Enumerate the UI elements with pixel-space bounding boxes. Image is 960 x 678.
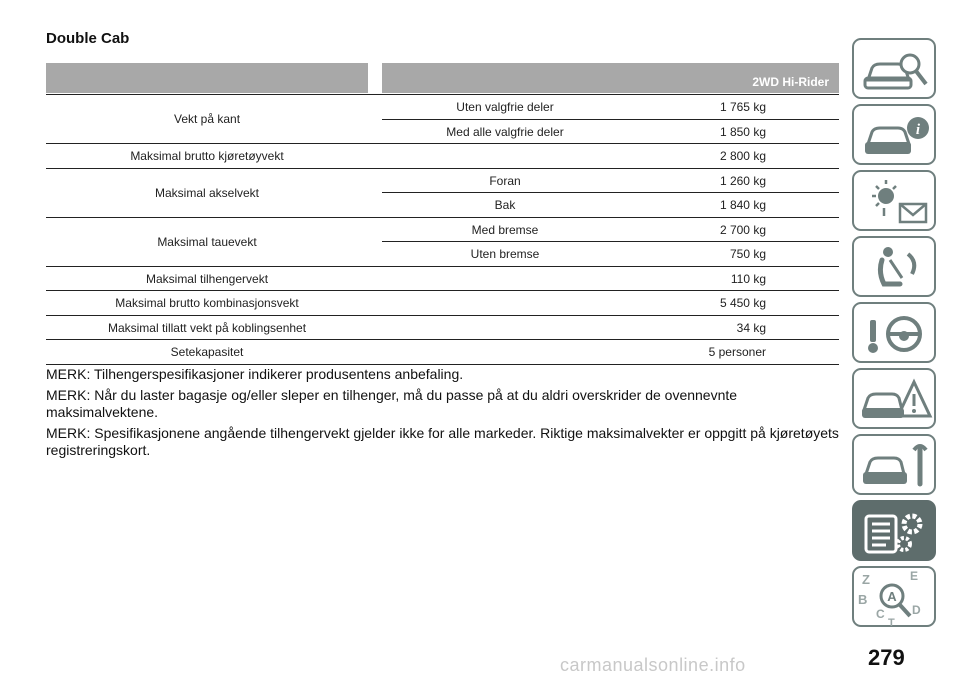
row-label: Maksimal akselvekt — [154, 185, 260, 200]
row-label: Maksimal tilhengervekt — [145, 271, 269, 286]
table-divider — [46, 94, 839, 95]
note: MERK: Når du laster bagasje og/eller sleper en tilhenger, må du passe på at du aldri overskrider de ovennevnte maksimalvektene. — [46, 387, 738, 420]
table-divider — [46, 315, 839, 316]
table-divider — [46, 339, 839, 340]
table-divider — [382, 241, 839, 242]
svg-text:Z: Z — [862, 572, 870, 587]
tab-servicing[interactable] — [852, 434, 936, 495]
tab-index[interactable] — [852, 566, 936, 627]
row-value: 34 kg — [736, 320, 766, 335]
row-label: Maksimal tauevekt — [157, 234, 257, 249]
table-divider — [382, 192, 839, 193]
column-header: 2WD Hi-Rider — [752, 75, 829, 89]
table-divider — [46, 217, 839, 218]
row-value: 1 260 kg — [719, 173, 766, 188]
sub-label: Med alle valgfrie deler — [446, 124, 564, 139]
row-label: Maksimal brutto kjøretøyvekt — [130, 149, 284, 163]
svg-text:B: B — [858, 592, 868, 607]
notes — [46, 366, 846, 463]
svg-text:T: T — [888, 617, 895, 629]
svg-text:D: D — [912, 603, 921, 617]
tab-starting-driving[interactable] — [852, 302, 936, 363]
row-label: Maksimal brutto kombinasjonsvekt — [115, 296, 299, 310]
sub-label: Uten bremse — [470, 247, 540, 261]
svg-text:C: C — [876, 607, 885, 621]
car-info-icon — [854, 106, 938, 167]
row-value: 5 450 kg — [719, 296, 766, 310]
row-value: 2 800 kg — [719, 149, 766, 163]
table-divider — [46, 364, 839, 365]
table-header — [382, 63, 839, 93]
row-value: 1 850 kg — [719, 124, 766, 139]
sub-label: Med bremse — [471, 222, 539, 237]
tab-emergency[interactable] — [852, 368, 936, 429]
row-value: 110 kg — [730, 271, 766, 286]
row-label: Setekapasitet — [170, 345, 244, 359]
row-label: Vekt på kant — [173, 112, 241, 127]
svg-text:E: E — [910, 569, 919, 583]
car-wrench-icon — [854, 436, 938, 497]
svg-text:i: i — [915, 122, 921, 138]
row-value: 2 700 kg — [719, 222, 766, 237]
sub-label: Foran — [489, 173, 521, 188]
tab-warning-lights[interactable] — [852, 170, 936, 231]
note: MERK: Spesifikasjonene angående tilhengervekt gjelder ikke for alle markeder. Riktige maksimalvekter er oppgitt på kjøretøyets registreringskort. — [46, 425, 839, 458]
table-divider — [46, 143, 839, 144]
seat-airbag-icon — [854, 238, 938, 299]
car-warning-triangle-icon — [854, 370, 938, 431]
row-value: 1 840 kg — [719, 198, 766, 212]
table-divider — [46, 168, 839, 169]
table-divider — [46, 290, 839, 291]
svg-text:A: A — [887, 589, 897, 604]
sub-label: Uten valgfrie deler — [456, 100, 554, 114]
section-title: Double Cab — [46, 30, 130, 47]
tab-car-search[interactable] — [852, 38, 936, 99]
page-number: 279 — [868, 645, 905, 670]
row-value: 1 765 kg — [719, 100, 766, 114]
sub-label: Bak — [494, 198, 516, 212]
warning-light-message-icon — [854, 172, 938, 233]
note: MERK: Tilhengerspesifikasjoner indikerer produsentens anbefaling. — [46, 366, 464, 382]
alphabet-index-search-icon — [854, 568, 938, 629]
row-value: 5 personer — [708, 345, 766, 359]
tab-car-info[interactable] — [852, 104, 936, 165]
table-divider — [46, 266, 839, 267]
tab-safety[interactable] — [852, 236, 936, 297]
car-search-icon — [854, 40, 938, 101]
row-label: Maksimal tillatt vekt på koblingsenhet — [107, 320, 307, 335]
table-header-blank — [46, 63, 368, 93]
table-divider — [382, 119, 839, 120]
row-value: 750 kg — [729, 247, 766, 261]
specs-gears-icon — [854, 502, 938, 563]
tab-technical-specifications[interactable] — [852, 500, 936, 561]
key-steering-wheel-icon — [854, 304, 938, 365]
footer-watermark: carmanualsonline.info — [560, 655, 746, 675]
